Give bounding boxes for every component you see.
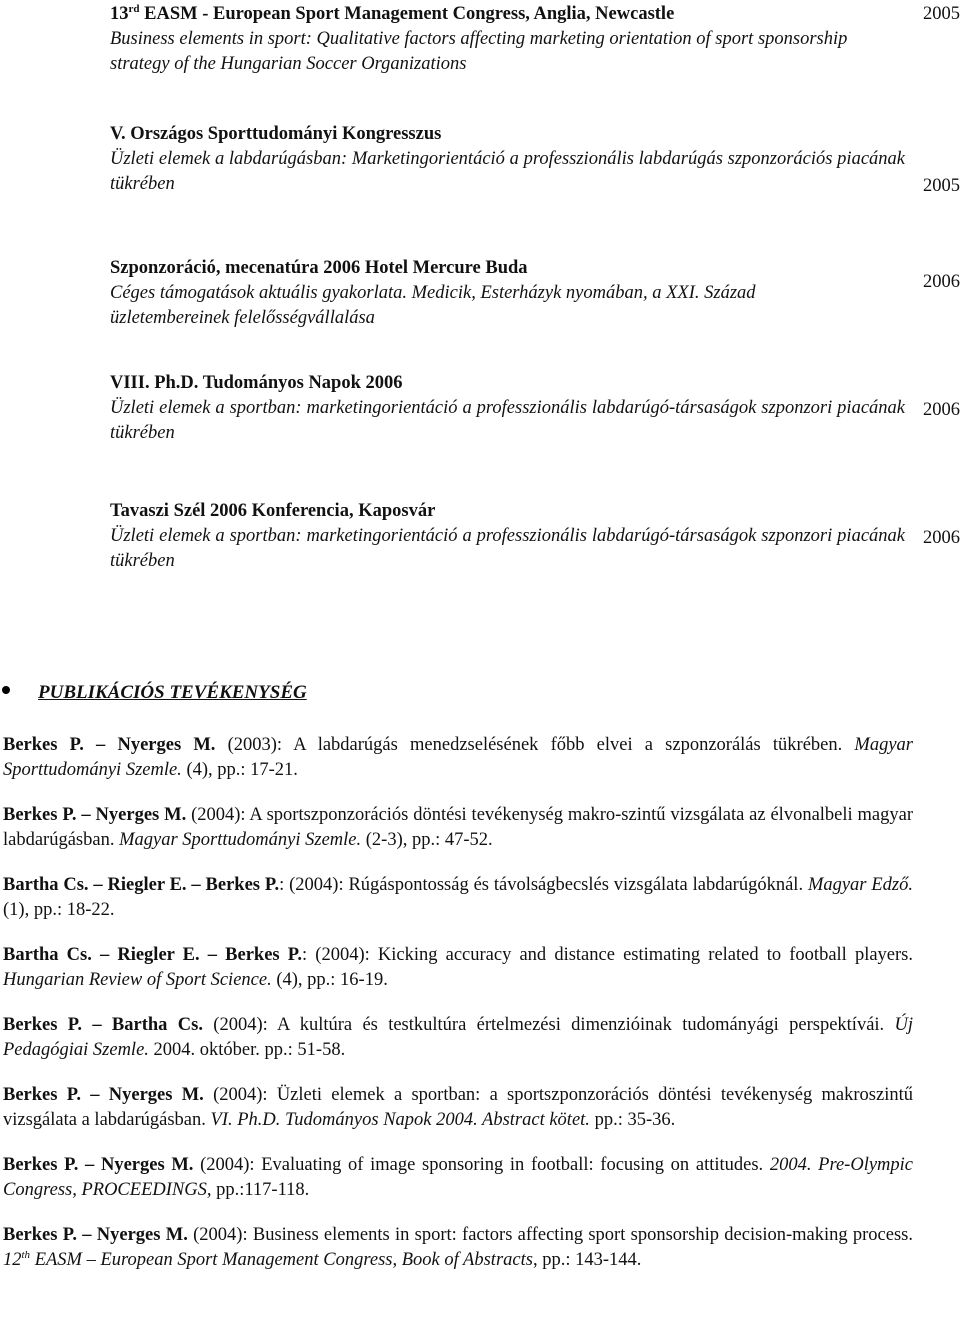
publication-authors: Berkes P. – Nyerges M. [3, 1155, 194, 1175]
conference-entry [110, 371, 960, 446]
publication-item [3, 943, 913, 993]
publication-authors: Berkes P. – Nyerges M. [3, 1225, 188, 1245]
publication-authors: Bartha Cs. – Riegler E. – Berkes P. [3, 875, 280, 895]
publication-journal: 12th EASM – European Sport Management Congress, Book of Abstracts [3, 1248, 533, 1270]
publication-authors: Berkes P. – Nyerges M. [3, 1085, 204, 1105]
conference-subtitle: Üzleti elemek a sportban: marketingorientáció a professzionális labdarúgó-társaságok szponzori piacának tükrében [110, 526, 905, 571]
publication-details: (2-3), pp.: 47-52. [361, 830, 493, 850]
conference-subtitle: Üzleti elemek a labdarúgásban: Marketingorientáció a professzionális labdarúgás szponzorációs piacának tükrében [110, 149, 905, 194]
publication-journal: Magyar Sporttudományi Szemle. [119, 830, 362, 850]
publication-title: (2003): A labdarúgás menedzselésének főbb elvei a szponzorálás tükrében. [215, 735, 855, 755]
publication-journal: Magyar Sporttudományi Szemle. [3, 735, 913, 780]
publication-authors: Bartha Cs. – Riegler E. – Berkes P. [3, 945, 302, 965]
bullet-icon [2, 686, 10, 694]
conference-subtitle: Céges támogatások aktuális gyakorlata. Medicik, Esterházyk nyomában, a XXI. Század üzletembereinek felelősségvállalása [110, 283, 756, 328]
publication-authors: Berkes P. – Nyerges M. [3, 805, 187, 825]
publication-journal: Új Pedagógiai Szemle. [3, 1015, 914, 1060]
conference-title: VIII. Ph.D. Tudományos Napok 2006 [110, 373, 403, 393]
publication-item [3, 1013, 913, 1063]
section-heading-text: PUBLIKÁCIÓS TEVÉKENYSÉG [38, 682, 307, 703]
conference-title: Szponzoráció, mecenatúra 2006 Hotel Mercure Buda [110, 258, 528, 278]
conference-entry [110, 499, 960, 574]
publication-details: , pp.: 143-144. [532, 1250, 642, 1270]
publication-item [3, 873, 913, 923]
publication-item [3, 1083, 913, 1133]
publication-title: (2004): Üzleti elemek a sportban: a sportszponzorációs döntési tevékenység makroszintű vizsgálata a labdarúgásban. [3, 1085, 913, 1130]
publication-item [3, 1223, 913, 1273]
publication-title: (2004): A sportszponzorációs döntési tevékenység makro-szintű vizsgálata az élvonalbeli magyar labdarúgásban. [3, 805, 913, 850]
publication-list [3, 733, 913, 1293]
conference-year: 2005 [923, 4, 960, 24]
conference-subtitle: Business elements in sport: Qualitative factors affecting marketing orientation of sport sponsorship strategy of the Hungarian Soccer Organizations [110, 29, 848, 74]
publication-details: pp.: 35-36. [589, 1110, 676, 1130]
conference-year: 2005 [923, 176, 960, 196]
publication-details: (4), pp.: 17-21. [181, 760, 298, 780]
publication-journal: Hungarian Review of Sport Science. [3, 970, 272, 990]
conference-entry [110, 256, 960, 331]
publication-details: 2004. október. pp.: 51-58. [148, 1040, 346, 1060]
conference-title: 13rd EASM - European Sport Management Congress, Anglia, Newcastle [110, 2, 675, 24]
publication-title: : (2004): Rúgáspontosság és távolságbecslés vizsgálata labdarúgóknál. [279, 875, 808, 895]
conference-title: V. Országos Sporttudományi Kongresszus [110, 124, 442, 144]
publication-details: pp.:117-118. [211, 1180, 310, 1200]
publication-title: (2004): Evaluating of image sponsoring in football: focusing on attitudes. [193, 1155, 770, 1175]
conference-year: 2006 [923, 528, 960, 548]
publication-journal: 2004. Pre-Olympic Congress, PROCEEDINGS, [3, 1155, 914, 1200]
publication-authors: Berkes P. – Nyerges M. [3, 735, 216, 755]
conference-subtitle: Üzleti elemek a sportban: marketingorientáció a professzionális labdarúgó-társaságok szponzori piacának tükrében [110, 398, 905, 443]
conference-title: Tavaszi Szél 2006 Konferencia, Kaposvár [110, 501, 436, 521]
publication-journal: VI. Ph.D. Tudományos Napok 2004. Abstract kötet. [210, 1110, 590, 1130]
publication-title: (2004): Business elements in sport: factors affecting sport sponsorship decision-making process. [187, 1225, 914, 1245]
publication-item [3, 733, 913, 783]
publication-details: (4), pp.: 16-19. [271, 970, 388, 990]
conference-year: 2006 [923, 272, 960, 292]
conference-entry [110, 2, 960, 77]
publication-title: : (2004): Kicking accuracy and distance estimating related to football players. [302, 945, 913, 965]
publication-journal: Magyar Edző. [807, 875, 914, 895]
conference-entry [110, 122, 960, 197]
conference-year: 2006 [923, 400, 960, 420]
publication-item [3, 803, 913, 853]
publication-title: (2004): A kultúra és testkultúra értelmezési dimenzióinak tudományági perspektívái. [202, 1015, 895, 1035]
publication-item [3, 1153, 913, 1203]
section-heading [0, 680, 960, 708]
publication-details: (1), pp.: 18-22. [3, 900, 115, 920]
publication-authors: Berkes P. – Bartha Cs. [3, 1015, 203, 1035]
